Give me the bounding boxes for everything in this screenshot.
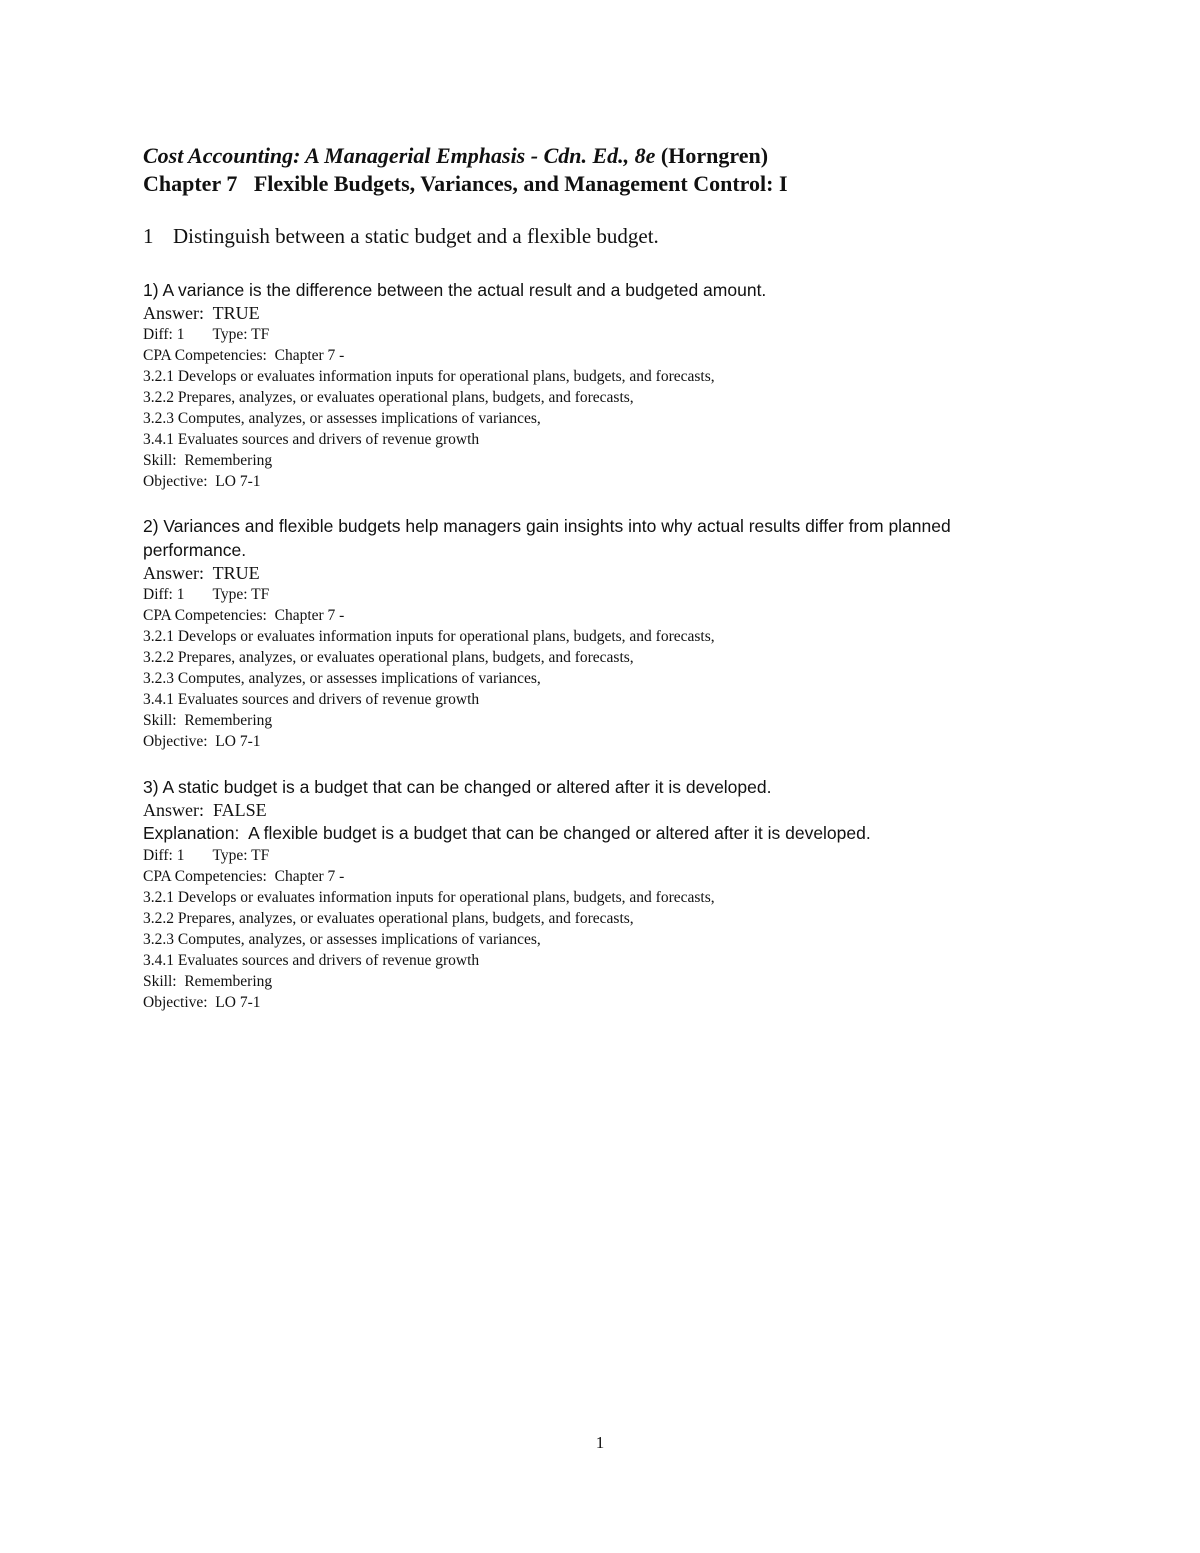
competency-line: 3.2.1 Develops or evaluates information inputs for operational plans, budgets, and forecasts, <box>143 628 715 645</box>
question-skill: Skill: Remembering <box>143 712 273 729</box>
question-diff: Diff: 1 <box>143 326 185 343</box>
question-type: Type: TF <box>212 326 270 343</box>
question-answer: Answer: FALSE <box>143 800 267 820</box>
question-stem: 1) A variance is the difference between the actual result and a budgeted amount. <box>143 280 767 300</box>
question-type: Type: TF <box>212 586 270 603</box>
question-answer: Answer: TRUE <box>143 563 260 583</box>
question-cpa: CPA Competencies: Chapter 7 - <box>143 347 345 364</box>
objective-number: 1 <box>143 224 154 248</box>
question-answer: Answer: TRUE <box>143 303 260 323</box>
objective-heading <box>143 223 659 249</box>
competency-line: 3.4.1 Evaluates sources and drivers of revenue growth <box>143 691 480 708</box>
competency-line: 3.2.1 Develops or evaluates information inputs for operational plans, budgets, and forecasts, <box>143 368 715 385</box>
question-skill: Skill: Remembering <box>143 973 273 990</box>
competency-line: 3.2.3 Computes, analyzes, or assesses implications of variances, <box>143 931 541 948</box>
question-diff: Diff: 1 <box>143 847 185 864</box>
question-explanation: Explanation: A flexible budget is a budget that can be changed or altered after it is developed. <box>143 823 871 843</box>
question-diff-type <box>143 845 1058 866</box>
question-stem: 3) A static budget is a budget that can be changed or altered after it is developed. <box>143 777 772 797</box>
question-cpa: CPA Competencies: Chapter 7 - <box>143 607 345 624</box>
question-diff: Diff: 1 <box>143 586 185 603</box>
question-stem: 2) Variances and flexible budgets help managers gain insights into why actual results differ from planned performance. <box>143 516 951 560</box>
question-objective: Objective: LO 7-1 <box>143 733 261 750</box>
competency-line: 3.2.2 Prepares, analyzes, or evaluates operational plans, budgets, and forecasts, <box>143 649 634 666</box>
competency-line: 3.4.1 Evaluates sources and drivers of revenue growth <box>143 431 480 448</box>
question-diff-type <box>143 584 1058 605</box>
page-number: 1 <box>595 1433 605 1452</box>
competency-line: 3.2.3 Computes, analyzes, or assesses implications of variances, <box>143 670 541 687</box>
competency-line: 3.4.1 Evaluates sources and drivers of revenue growth <box>143 952 480 969</box>
question-type: Type: TF <box>212 847 270 864</box>
question-skill: Skill: Remembering <box>143 452 273 469</box>
question-cpa: CPA Competencies: Chapter 7 - <box>143 868 345 885</box>
competency-line: 3.2.2 Prepares, analyzes, or evaluates operational plans, budgets, and forecasts, <box>143 910 634 927</box>
objective-text: Distinguish between a static budget and a flexible budget. <box>173 224 659 248</box>
competency-line: 3.2.3 Computes, analyzes, or assesses implications of variances, <box>143 410 541 427</box>
question-objective: Objective: LO 7-1 <box>143 473 261 490</box>
question-block <box>143 514 1058 752</box>
book-title: Cost Accounting: A Managerial Emphasis - Cdn. Ed., 8e <box>143 143 656 168</box>
chapter-title: Chapter 7 Flexible Budgets, Variances, and Management Control: I <box>143 171 788 196</box>
competency-line: 3.2.2 Prepares, analyzes, or evaluates operational plans, budgets, and forecasts, <box>143 389 634 406</box>
question-diff-type <box>143 324 1058 345</box>
question-objective: Objective: LO 7-1 <box>143 994 261 1011</box>
book-title-line <box>143 142 768 170</box>
competency-line: 3.2.1 Develops or evaluates information inputs for operational plans, budgets, and forecasts, <box>143 889 715 906</box>
question-block <box>143 278 1058 492</box>
book-author: (Horngren) <box>660 143 769 168</box>
question-block <box>143 775 1058 1013</box>
